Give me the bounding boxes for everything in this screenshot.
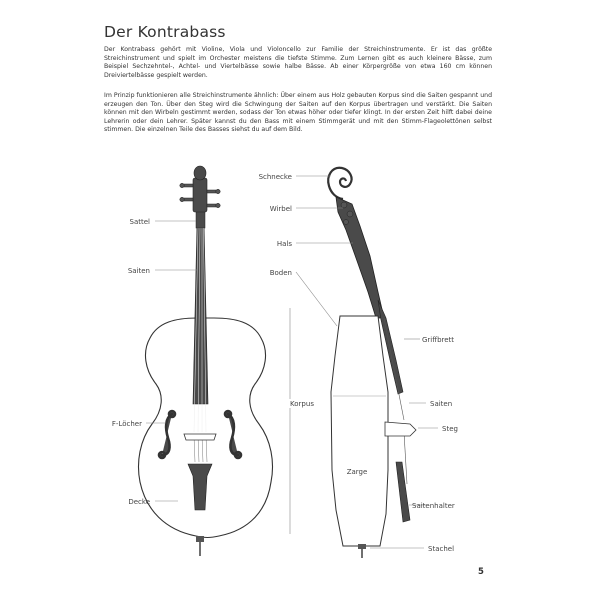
side-body — [331, 316, 388, 546]
side-scroll — [328, 168, 351, 199]
label-decke: Decke — [128, 498, 150, 506]
bass-front-view — [139, 166, 273, 556]
page-title: Der Kontrabass — [104, 23, 226, 41]
intro-paragraph: Der Kontrabass gehört mit Violine, Viola und Violoncello zur Familie der Streichinstrumente. Er ist das größte Streichinstrument und spielt im Orchester meistens die tiefste Stimme. Zum Lernen gibt es auch kleinere Bässe, zum Beispiel Sechzehntel-, Achtel- und Viertelbässe sowie halbe Bässe. Ab einer Körpergröße von etwa 160 cm können Dreiviertelbässe gespielt werden. — [104, 46, 492, 79]
function-paragraph: Im Prinzip funktionieren alle Streichinstrumente ähnlich: Über einem aus Holz gebauten Korpus sind die Saiten gespannt und erzeugen den Ton. Über den Steg wird die Schwingung der Saiten auf den Korpus übertragen und verstärkt. Die Saiten können mit den Wirbeln gestimmt werden, sodass der Ton etwas höher oder tiefer klingt. In der ersten Zeit hilft dabei deine Lehrerin oder dein Lehrer. Später kannst du den Bass mit einem Stimmgerät und mit den Stimm-Flageolettönen selbst stimmen. Die einzelnen Teile des Basses siehst du auf dem Bild. — [104, 92, 492, 134]
bass-side-view — [328, 168, 416, 558]
label-korpus: Korpus — [290, 400, 314, 408]
front-bridge — [184, 434, 216, 440]
front-neck — [196, 210, 205, 228]
side-strings-lower — [404, 432, 407, 484]
side-tailpiece — [396, 462, 410, 522]
label-saiten-left: Saiten — [127, 267, 150, 275]
label-schnecke: Schnecke — [258, 173, 292, 181]
label-stachel: Stachel — [428, 545, 455, 553]
label-saiten-right: Saiten — [430, 400, 453, 408]
side-neck — [336, 197, 384, 318]
label-hals: Hals — [276, 240, 292, 248]
label-f-locher: F-Löcher — [111, 420, 142, 428]
side-endpin-base — [358, 544, 366, 549]
side-bridge — [385, 422, 416, 436]
label-wirbel: Wirbel — [269, 205, 292, 213]
label-boden: Boden — [269, 269, 292, 277]
label-saitenhalter: Saitenhalter — [412, 502, 455, 510]
label-griffbrett: Griffbrett — [422, 336, 455, 344]
front-pegbox — [193, 178, 207, 212]
page-number: 5 — [478, 567, 484, 577]
front-scroll — [194, 166, 206, 180]
label-sattel: Sattel — [129, 218, 150, 226]
label-steg: Steg — [442, 425, 458, 433]
label-zarge: Zarge — [346, 468, 368, 476]
front-endpin-base — [196, 536, 204, 542]
